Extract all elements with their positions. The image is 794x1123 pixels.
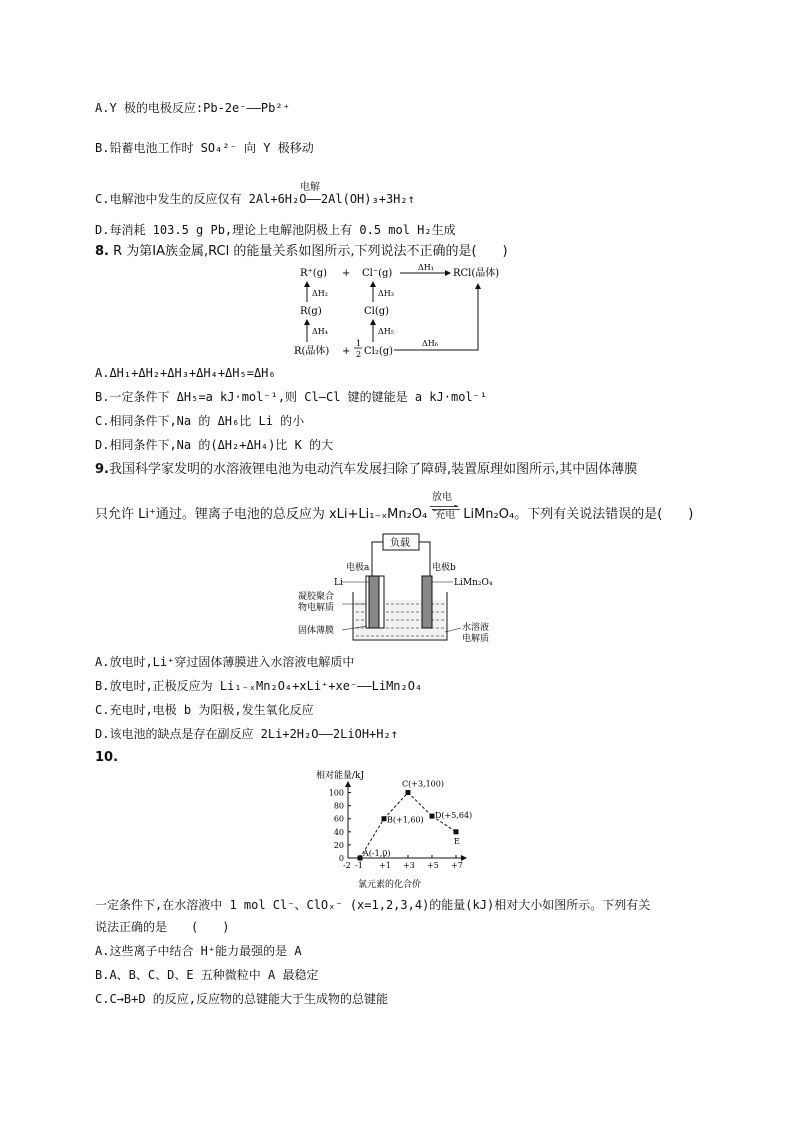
q10-x-axis-label: 氯元素的化合价 [358,880,422,890]
q8-cl-minus: Cl⁻(g) [362,268,393,279]
q10-chart-svg [300,768,500,890]
q9-electrode-b: 电极b [432,563,456,573]
q9-stem-line1 [95,461,637,479]
q8-dh4: ΔH₄ [312,327,328,336]
q8-number: 8. [95,244,109,259]
q8-cl2: Cl₂(g) [364,346,394,357]
q8-dh6: ΔH₆ [422,339,438,348]
q7-option-a: A.Y 极的电极反应:Pb-2e⁻——Pb²⁺ [95,101,290,115]
q9-electrode-b-bar [422,576,432,628]
q9-electrode-a-bar [369,576,379,628]
q9-membrane-label: 固体薄膜 [298,626,335,636]
q9-aq-label2: 电解质 [462,634,490,644]
q8-stem-line [95,243,508,261]
q10-point-label-c: C(+3,100) [402,779,444,789]
q8-rcl: RCl(晶体) [453,268,500,279]
q10-point-a [358,856,363,861]
q10-y-tick-label: 60 [333,814,344,824]
q8-stem: R 为第ⅠA族金属,RCl 的能量关系如图所示,下列说法不正确的是( ) [113,244,508,259]
q10-connector-line [408,793,432,817]
q9-cond-top: 放电 [432,492,452,503]
q8-dh5: ΔH₅ [378,327,394,336]
q10-stem-line1: 一定条件下,在水溶液中 1 mol Cl⁻、ClOₓ⁻ (x=1,2,3,4)的能量(kJ)相对大小如图所示。下列有关 [95,898,651,912]
q8-option-a: A.ΔH₁+ΔH₂+ΔH₃+ΔH₄+ΔH₅=ΔH₆ [95,366,276,380]
q10-energy-chart [300,768,500,890]
q10-y-tick-label: 0 [338,854,344,863]
q9-stem-line2 [95,506,693,525]
q10-point-label-b: B(+1,60) [387,815,424,825]
q10-x-tick-label: +7 [451,861,463,870]
q8-r-gas: R⁺(g) [300,268,328,279]
q10-option-a: A.这些离子中结合 H⁺能力最强的是 A [95,944,302,958]
q10-point-label-d: D(+5,64) [435,811,473,821]
q9-battery-diagram [290,532,510,647]
q8-cl-g: Cl(g) [364,306,390,317]
q9-option-a: A.放电时,Li⁺穿过固体薄膜进入水溶液电解质中 [95,655,355,669]
q10-number-line [95,749,118,767]
q10-point-c [406,790,411,795]
q8-option-c: C.相同条件下,Na 的 ΔH₆比 Li 的小 [95,414,305,428]
q10-number: 10. [95,750,119,765]
q8-plus-bottom: + [342,346,351,357]
q10-x-tick-label: +1 [379,861,391,870]
q9-stem2a: 只允许 Li⁺通过。锂离子电池的总反应为 xLi+Li₁₋ₓMn₂O₄ [95,507,428,522]
q8-half-num: 1 [356,339,362,348]
q10-y-tick-label: 40 [333,827,344,837]
q8-dh3: ΔH₃ [378,289,394,298]
q9-li-label: Li [334,578,343,588]
q8-dh1: ΔH₁ [418,263,434,272]
q9-option-c: C.充电时,电极 b 为阳极,发生氧化反应 [95,703,314,717]
q7-option-b: B.铅蓄电池工作时 SO₄²⁻ 向 Y 极移动 [95,141,314,155]
q8-energy-diagram-svg [290,262,510,358]
q9-option-b: B.放电时,正极反应为 Li₁₋ₓMn₂O₄+xLi⁺+xe⁻——LiMn₂O₄ [95,679,423,693]
q9-stem2b: LiMn₂O₄。下列有关说法错误的是( ) [463,507,694,522]
q10-option-b: B.A、B、C、D、E 五种微粒中 A 最稳定 [95,968,319,982]
q7-option-c: C.电解池中发生的反应仅有 2Al+6H₂O——2Al(OH)₃+3H₂↑ [95,192,415,206]
q9-battery-svg [290,532,510,647]
q8-r-crystal: R(晶体) [294,346,330,357]
q9-aq-label1: 水溶液 [462,623,490,633]
q10-point-label-e: E [454,836,460,846]
q10-stem-line2: 说法正确的是 ( ) [95,920,230,934]
q9-option-d: D.该电池的缺点是存在副反应 2Li+2H₂O——2LiOH+H₂↑ [95,727,398,741]
q8-option-d: D.相同条件下,Na 的(ΔH₂+ΔH₄)比 K 的大 [95,438,334,452]
q8-r-g: R(g) [300,306,322,317]
q9-cond-bottom: 充电 [435,510,456,521]
q9-limn-label: LiMn₂O₄ [454,578,493,588]
q9-electrode-a: 电极a [346,563,370,573]
q9-reversible-arrows [430,500,460,504]
q8-plus-top: + [342,268,351,279]
q9-wire-right [419,542,430,577]
q8-dh2: ΔH₂ [312,289,328,298]
q10-point-e [454,829,459,834]
q9-wire-left [372,542,383,577]
q10-y-axis-label: 相对能量/kJ [316,771,365,781]
q10-x-tick-label: -2 [343,861,351,870]
q7-option-c-condition: 电解 [300,182,320,193]
q10-y-tick-label: 80 [333,801,344,811]
q10-x-tick-label: +5 [427,861,439,870]
q9-number: 9. [95,462,109,477]
q10-y-tick-label: 20 [333,840,344,850]
q9-gel-label1: 凝胶聚合 [298,592,335,602]
q8-half-den: 2 [356,350,362,358]
q8-energy-diagram [290,262,510,358]
q10-y-tick-label: 100 [328,788,344,798]
q10-point-b [382,816,387,821]
q10-option-c: C.C→B+D 的反应,反应物的总键能大于生成物的总键能 [95,992,389,1006]
q10-x-tick-label: +3 [403,861,415,870]
q10-point-d [430,814,435,819]
q7-option-d: D.每消耗 103.5 g Pb,理论上电解池阴极上有 0.5 mol H₂生成 [95,223,456,237]
q9-gel-label2: 物电解质 [298,603,335,613]
q8-option-b: B.一定条件下 ΔH₅=a kJ·mol⁻¹,则 Cl—Cl 键的键能是 a kJ·mol⁻¹ [95,390,488,404]
q10-point-label-a: A(-1,0) [363,849,391,858]
q9-stem1: 我国科学家发明的水溶液锂电池为电动汽车发展扫除了障碍,装置原理如图所示,其中固体薄膜 [108,462,638,477]
q10-x-tick-label: -1 [355,861,363,870]
q9-load-label: 负载 [390,538,410,549]
